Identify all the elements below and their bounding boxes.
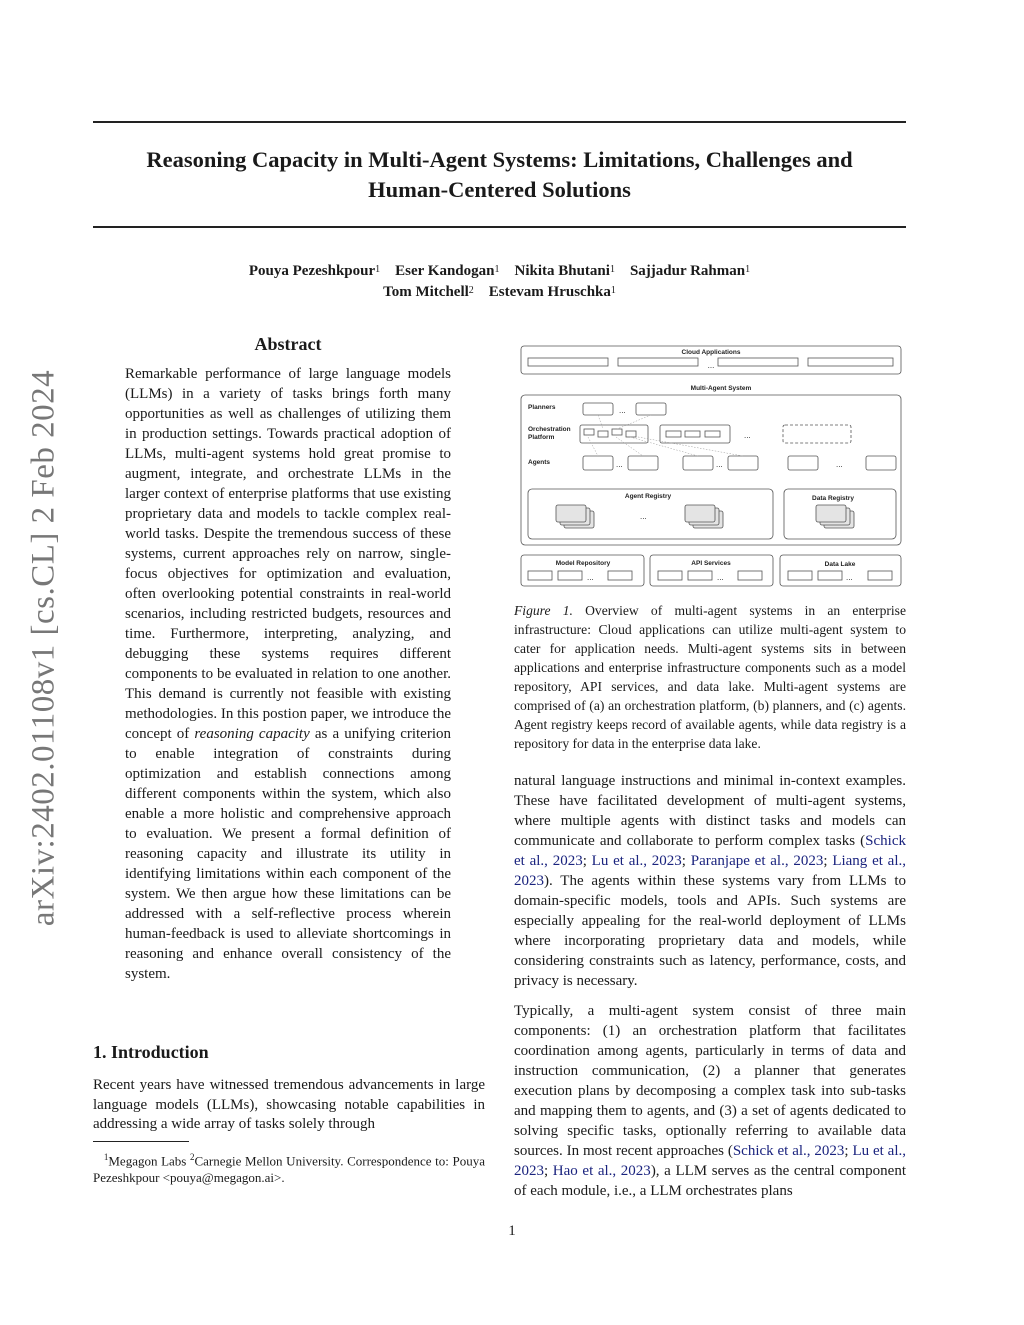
title-line-2: Human-Centered Solutions [368, 177, 631, 202]
repo-slot [608, 571, 632, 580]
label-agent-registry: Agent Registry [624, 493, 672, 500]
arxiv-id: arXiv:2402.01108v1 [cs.CL] 2 Feb 2024 [25, 369, 62, 927]
label-ellipsis: ... [836, 460, 843, 469]
author-name: Estevam Hruschka [488, 284, 611, 300]
citation-separator: ; [681, 853, 691, 869]
orchestration-box [580, 425, 648, 443]
repo-slot [868, 571, 892, 580]
citation-link[interactable]: Lu et al., 2023 [591, 853, 682, 869]
abstract-heading: Abstract [254, 334, 322, 354]
abstract-body [125, 364, 451, 984]
citation-link[interactable]: Liang et al., 2023 [514, 853, 906, 889]
connector-line [588, 437, 598, 456]
caption-label: Figure 1. [514, 603, 573, 618]
figure-caption [514, 601, 906, 753]
citation-separator: ; [844, 1143, 853, 1159]
cloud-app-slot [718, 358, 798, 366]
author-affiliation: 1 [745, 264, 751, 275]
author-affiliation: 1 [609, 264, 615, 275]
orchestration-slot [626, 431, 636, 437]
agent-card-stack [685, 505, 715, 522]
planner-box [636, 403, 666, 415]
author-list [93, 261, 906, 303]
connector-line [617, 415, 651, 429]
agent-box [628, 456, 658, 470]
right-paragraph-1 [514, 771, 906, 991]
orchestration-slot [612, 429, 622, 435]
repo-slot [658, 571, 682, 580]
label-ellipsis: ... [707, 361, 715, 370]
footnote-affiliation-2: Carnegie Mellon University. Correspondence to: Pouya Pezeshkpour <pouya@megagon.ai>. [93, 1153, 486, 1186]
author-affiliation: 1 [610, 285, 616, 296]
title-bottom-rule [93, 226, 906, 228]
cloud-app-slot [618, 358, 698, 366]
citation-separator: ; [823, 853, 833, 869]
planner-box [583, 403, 613, 415]
connector-line [638, 437, 743, 456]
label-multi-agent-system: Multi-Agent System [690, 385, 752, 392]
orchestration-slot [685, 431, 700, 437]
abstract-text-cont: as a unifying criterion to enable integration of constraints during optimization and establish connections among different components within the system, which also enable a more holistic and comprehensive approach to evaluation. We present a formal definition of reasoning capacity and illustrate its utility in identifying limitations within each component of the system. We then argue how these limitations can be addressed with a self-reflective process wherein human-feedback is used to alleviate shortcomings in reasoning and enhance overall consistency of the system. [125, 726, 451, 982]
paragraph-text: ). The agents within these systems vary from LLMs to domain-specific models, tools and APIs. Such systems are especially appealing for the real-world deployment of LLMs where incorporating proprietary data and models, while considering constraints such as latency, performance, costs, and privacy is necessary. [514, 873, 906, 989]
top-rule [93, 121, 906, 123]
orchestration-slot [666, 431, 681, 437]
orchestration-slot [705, 431, 720, 437]
label-ellipsis: ... [619, 406, 626, 415]
citation-separator: ; [544, 1163, 553, 1179]
footnote-mark: 2 [189, 1152, 195, 1162]
title-line-1: Reasoning Capacity in Multi-Agent Systems: Limitations, Challenges and [146, 147, 853, 172]
paragraph-text: natural language instructions and minimal in-context examples. These have facilitated development of multi-agent systems, where multiple agents with distinct tasks and models can communicate and collaborate to perform complex tasks ( [514, 773, 906, 849]
page-number: 1 [508, 1223, 516, 1239]
figure-1-diagram [518, 343, 906, 590]
cloud-app-slot [528, 358, 608, 366]
paragraph-text: ), a LLM serves as the central component of each module, i.e., a LLM orchestrates plans [514, 1163, 907, 1199]
label-ellipsis: ... [717, 573, 724, 582]
agent-box [583, 456, 613, 470]
label-data-registry: Data Registry [812, 495, 854, 502]
footnote-mark: 1 [103, 1152, 109, 1162]
footnote [93, 1149, 485, 1186]
right-paragraph-2 [514, 1001, 906, 1201]
label-orchestration: Orchestration [528, 426, 571, 433]
intro-paragraph: Recent years have witnessed tremendous advancements in large language models (LLMs), showcasing notable capabilities in addressing a wide array of tasks solely through [93, 1077, 485, 1132]
label-agents: Agents [528, 459, 551, 466]
agent-box [866, 456, 896, 470]
agent-box [788, 456, 818, 470]
section-heading: 1. Introduction [93, 1042, 209, 1062]
data-lake-box [780, 555, 901, 586]
citation-link[interactable]: Paranjape et al., 2023 [690, 853, 824, 869]
author-name: Pouya Pezeshkpour [248, 263, 376, 279]
label-ellipsis: ... [640, 512, 647, 521]
connector-line [616, 437, 643, 456]
label-ellipsis: ... [846, 573, 853, 582]
author-name: Tom Mitchell [383, 284, 469, 300]
agent-box [728, 456, 758, 470]
abstract-text: Remarkable performance of large language models (LLMs) in a variety of tasks brings forth many opportunities as well as challenges of utilizing them in production settings. Towards practical adoption of LLMs, multi-agent systems hold great promise to augment, integrate, and orchestrate LLMs in the larger context of enterprise platforms that use existing proprietary data and models to tackle complex real-world tasks. Despite the tremendous success of these systems, current approaches rely on narrow, single-focus objectives for optimization and evaluation, often overlooking potential constraints in real-world scenarios, including restricted budgets, resources and time. Furthermore, interpreting, analyzing, and debugging these systems requires different components to be evaluated in relation to one another. This demand is currently not feasible with existing methodologies. In this postion paper, we introduce the concept of [125, 366, 451, 742]
citation-link[interactable]: Schick et al., 2023 [514, 833, 906, 869]
author-name: Nikita Bhutani [514, 263, 610, 279]
paper-title [93, 145, 906, 205]
author-line-1 [93, 261, 906, 282]
author-affiliation: 2 [468, 285, 474, 296]
author-line-2 [93, 282, 906, 303]
citation-link[interactable]: Schick et al., 2023 [732, 1143, 845, 1159]
orchestration-box-placeholder [783, 425, 851, 443]
label-model-repository: Model Repository [555, 560, 611, 567]
paragraph-text: Typically, a multi-agent system consist of three main components: (1) an orchestration platform that facilitates coordination among agents, particularly in terms of data and instruction communication, (2) a planner that generates execution plans by decomposing a complex task into sub-tasks and mapping them to agents, and (3) a set of agents dedicated to solving specific tasks, optionally referring to available data sources. In most recent approaches ( [514, 1003, 906, 1159]
label-ellipsis: ... [616, 460, 623, 469]
repo-slot [738, 571, 762, 580]
orchestration-slot [584, 429, 594, 435]
repo-slot [818, 571, 842, 580]
label-data-lake: Data Lake [824, 561, 856, 568]
repo-slot [788, 571, 812, 580]
label-ellipsis: ... [587, 573, 594, 582]
label-planners: Planners [528, 404, 556, 411]
label-api-services: API Services [691, 560, 731, 567]
label-cloud-applications: Cloud Applications [681, 349, 741, 356]
orchestration-box [660, 425, 730, 443]
orchestration-slot [598, 431, 608, 437]
connector-line [630, 437, 698, 456]
author-affiliation: 1 [375, 264, 381, 275]
label-ellipsis: ... [716, 460, 723, 469]
cloud-app-slot [808, 358, 893, 366]
citation-link[interactable]: Lu et al., 2023 [514, 1143, 906, 1179]
repo-slot [558, 571, 582, 580]
citation-link[interactable]: Hao et al., 2023 [552, 1163, 651, 1179]
connector-line [598, 415, 603, 429]
repo-slot [528, 571, 552, 580]
caption-text: Overview of multi-agent systems in an enterprise infrastructure: Cloud applications can utilize multi-agent system to cater for application needs. Multi-agent systems sits in between applications and enterprise infrastructure components such as a model repository, API services, and data lake. Multi-agent systems are comprised of (a) an orchestration platform, (b) planners, and (c) agents. Agent registry keeps record of available agents, while data registry is a repository for data in the enterprise data lake. [514, 603, 906, 751]
architecture-diagram [518, 343, 906, 590]
label-platform: Platform [528, 434, 555, 441]
data-card-stack [816, 505, 846, 522]
author-name: Eser Kandogan [395, 263, 495, 279]
footnote-rule [93, 1141, 189, 1142]
author-name: Sajjadur Rahman [629, 263, 746, 279]
abstract-emphasis: reasoning capacity [194, 726, 310, 742]
repo-slot [688, 571, 712, 580]
author-affiliation: 1 [494, 264, 500, 275]
agent-box [683, 456, 713, 470]
label-ellipsis: ... [744, 431, 751, 440]
footnote-affiliation-1: Megagon Labs [108, 1153, 190, 1169]
agent-card-stack [556, 505, 586, 522]
citation-separator: ; [582, 853, 592, 869]
